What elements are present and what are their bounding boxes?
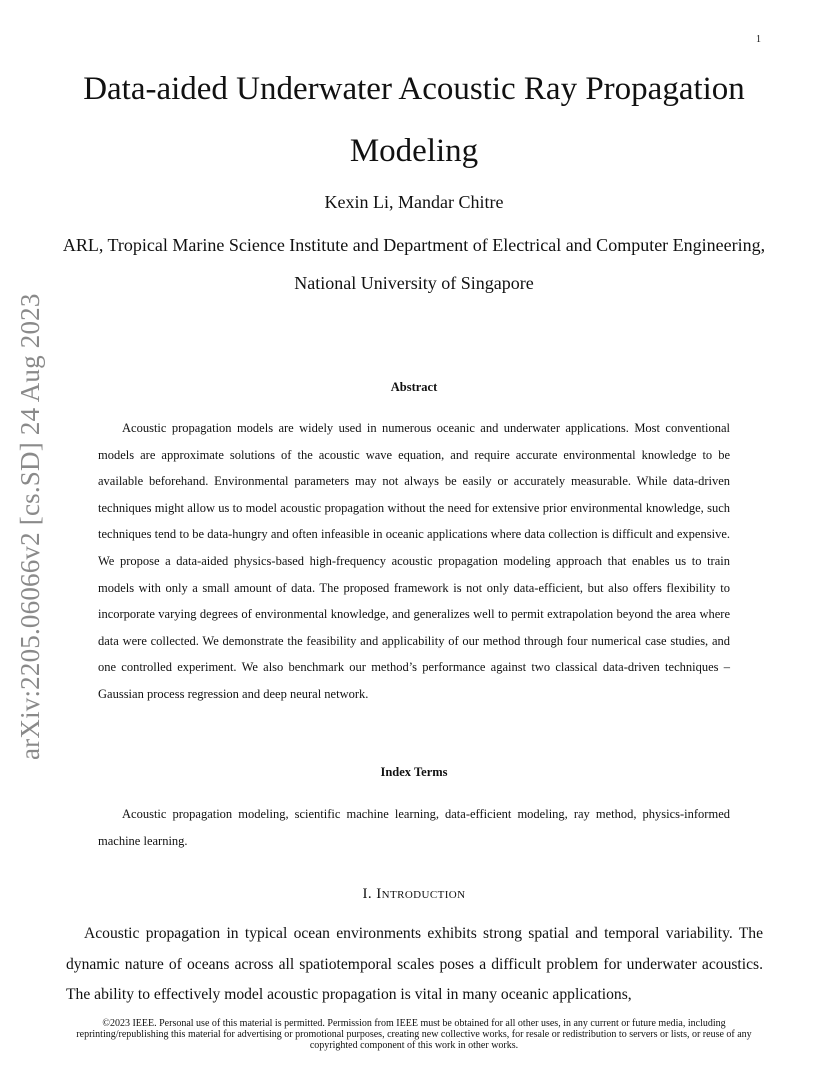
copyright-notice: ©2023 IEEE. Personal use of this material is permitted. Permission from IEEE must be obtained for all other uses, in any current or future media, including reprinting/republishing this material for advertising or promotional purposes, creating new collective works, for resale or redistribution to servers or lists, or reuse of any copyrighted component of this work in other works. bbox=[62, 1018, 766, 1051]
abstract-heading: Abstract bbox=[390, 380, 438, 394]
author-list: Kexin Li, Mandar Chitre bbox=[324, 192, 504, 212]
abstract-text: Acoustic propagation models are widely used in numerous oceanic and underwater applications. Most conventional models are approximate solutions of the acoustic wave equation, and require accurate environmental knowledge to be available beforehand. Environmental parameters may not always be easily or accurately measurable. While data-driven techniques might allow us to model acoustic propagation without the need for extensive prior environmental knowledge, such techniques tend to be data-hungry and often infeasible in oceanic applications where data collection is difficult and expensive. We propose a data-aided physics-based high-frequency acoustic propagation modeling approach that enables us to train models with only a small amount of data. The proposed framework is not only data-efficient, but also offers flexibility to incorporate varying degrees of environmental knowledge, and generalizes well to permit extrapolation beyond the area where data were collected. We demonstrate the feasibility and applicability of our method through four numerical case studies, and one controlled experiment. We also benchmark our method’s performance against two classical data-driven techniques – Gaussian process regression and deep neural network. bbox=[98, 421, 730, 701]
index-terms-heading: Index Terms bbox=[380, 765, 448, 779]
page-number: 1 bbox=[756, 34, 761, 45]
index-terms-text: Acoustic propagation modeling, scientific machine learning, data-efficient modeling, ray method, physics-informed machine learning. bbox=[98, 807, 730, 848]
paper-title: Data-aided Underwater Acoustic Ray Propagation Modeling bbox=[83, 71, 745, 169]
arxiv-identifier-stamp: arXiv:2205.06066v2 [cs.SD] 24 Aug 2023 bbox=[15, 293, 45, 760]
author-affiliation: ARL, Tropical Marine Science Institute and Department of Electrical and Computer Engineering, National University of Singapore bbox=[62, 235, 766, 293]
introduction-heading: I. Introduction bbox=[362, 886, 466, 902]
introduction-text: Acoustic propagation in typical ocean environments exhibits strong spatial and temporal variability. The dynamic nature of oceans across all spatiotemporal scales poses a difficult problem for underwater acoustics. The ability to effectively model acoustic propagation is vital in many oceanic applications, bbox=[66, 925, 763, 1003]
